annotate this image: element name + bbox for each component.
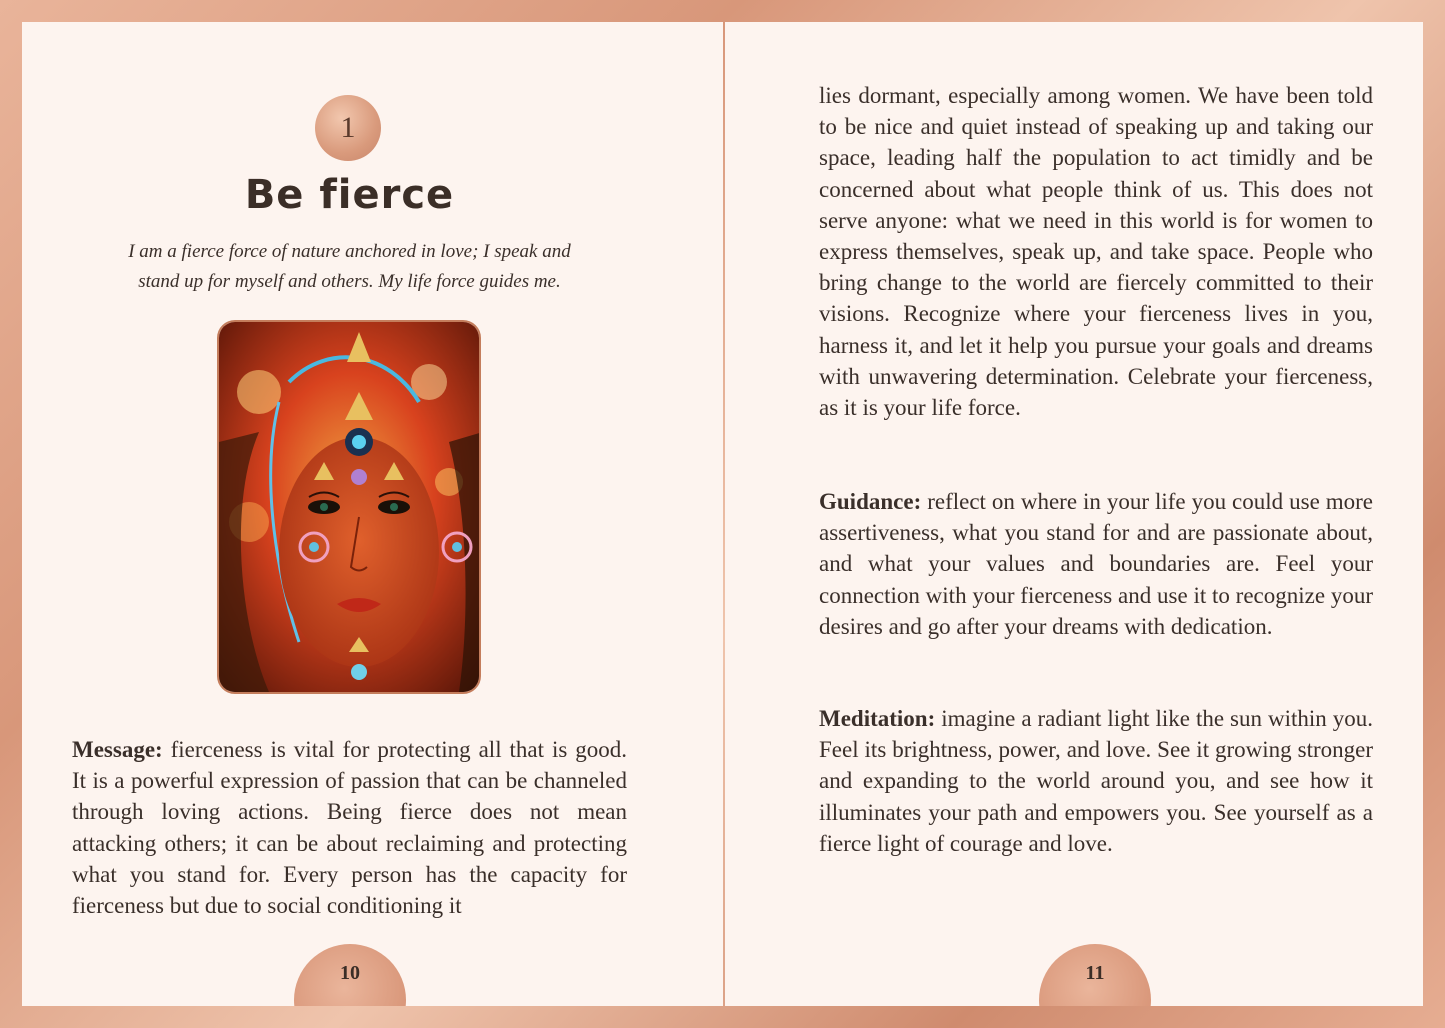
meditation-text: imagine a radiant light like the sun within you. Feel its brightness, power, and love. See it growing stronger and expanding to the world around you, and see how it illuminates your path and empowers you. See yourself as a fierce light of courage and love. — [819, 706, 1373, 856]
affirmation-text: I am a fierce force of nature anchored in love; I speak and stand up for myself and others. My life force guides me. — [128, 241, 571, 292]
card-illustration — [217, 320, 481, 694]
page-number-tab-right — [1039, 944, 1151, 1006]
message-text: fierceness is vital for protecting all that is good. It is a powerful expression of passion that can be channeled through loving actions. Being fierce does not mean attacking others; it can be about reclaiming and protecting what you stand for. Every person has the capacity for fierceness but due to social conditioning it — [72, 737, 627, 919]
page-number-left: 10 — [340, 962, 360, 984]
guidance-paragraph — [819, 486, 1373, 642]
card-title: Be fierce — [244, 172, 455, 218]
left-page — [22, 22, 723, 1006]
meditation-paragraph — [819, 703, 1373, 859]
card-number-badge — [315, 95, 381, 161]
card-number: 1 — [340, 111, 356, 144]
page-number-right: 11 — [1085, 962, 1105, 984]
guidance-label: Guidance: — [819, 489, 922, 514]
continued-paragraph: lies dormant, especially among women. We have been told to be nice and quiet instead of speaking up and taking our space, leading half the population to act timidly and be concerned about what people think of us. This does not serve anyone: what we need in this world is for women to express themselves, speak up, and take space. People who bring change to the world are fiercely committed to their visions. Recognize where your fierceness lives in you, harness it, and let it help you pursue your goals and dreams with unwavering determination. Celebrate your fierceness, as it is your life force. — [819, 83, 1373, 421]
meditation-label: Meditation: — [819, 706, 936, 731]
page-number-tab-left — [294, 944, 406, 1006]
message-paragraph — [72, 734, 627, 921]
right-page — [725, 22, 1423, 1006]
guidance-text: reflect on where in your life you could use more assertiveness, what you stand for and are passionate about, and what your values and boundaries are. Feel your connection with your fierceness and use it to recognize your desires and go after your dreams with dedication. — [819, 489, 1373, 639]
message-label: Message: — [72, 737, 163, 762]
goddess-face-illustration — [219, 322, 481, 694]
